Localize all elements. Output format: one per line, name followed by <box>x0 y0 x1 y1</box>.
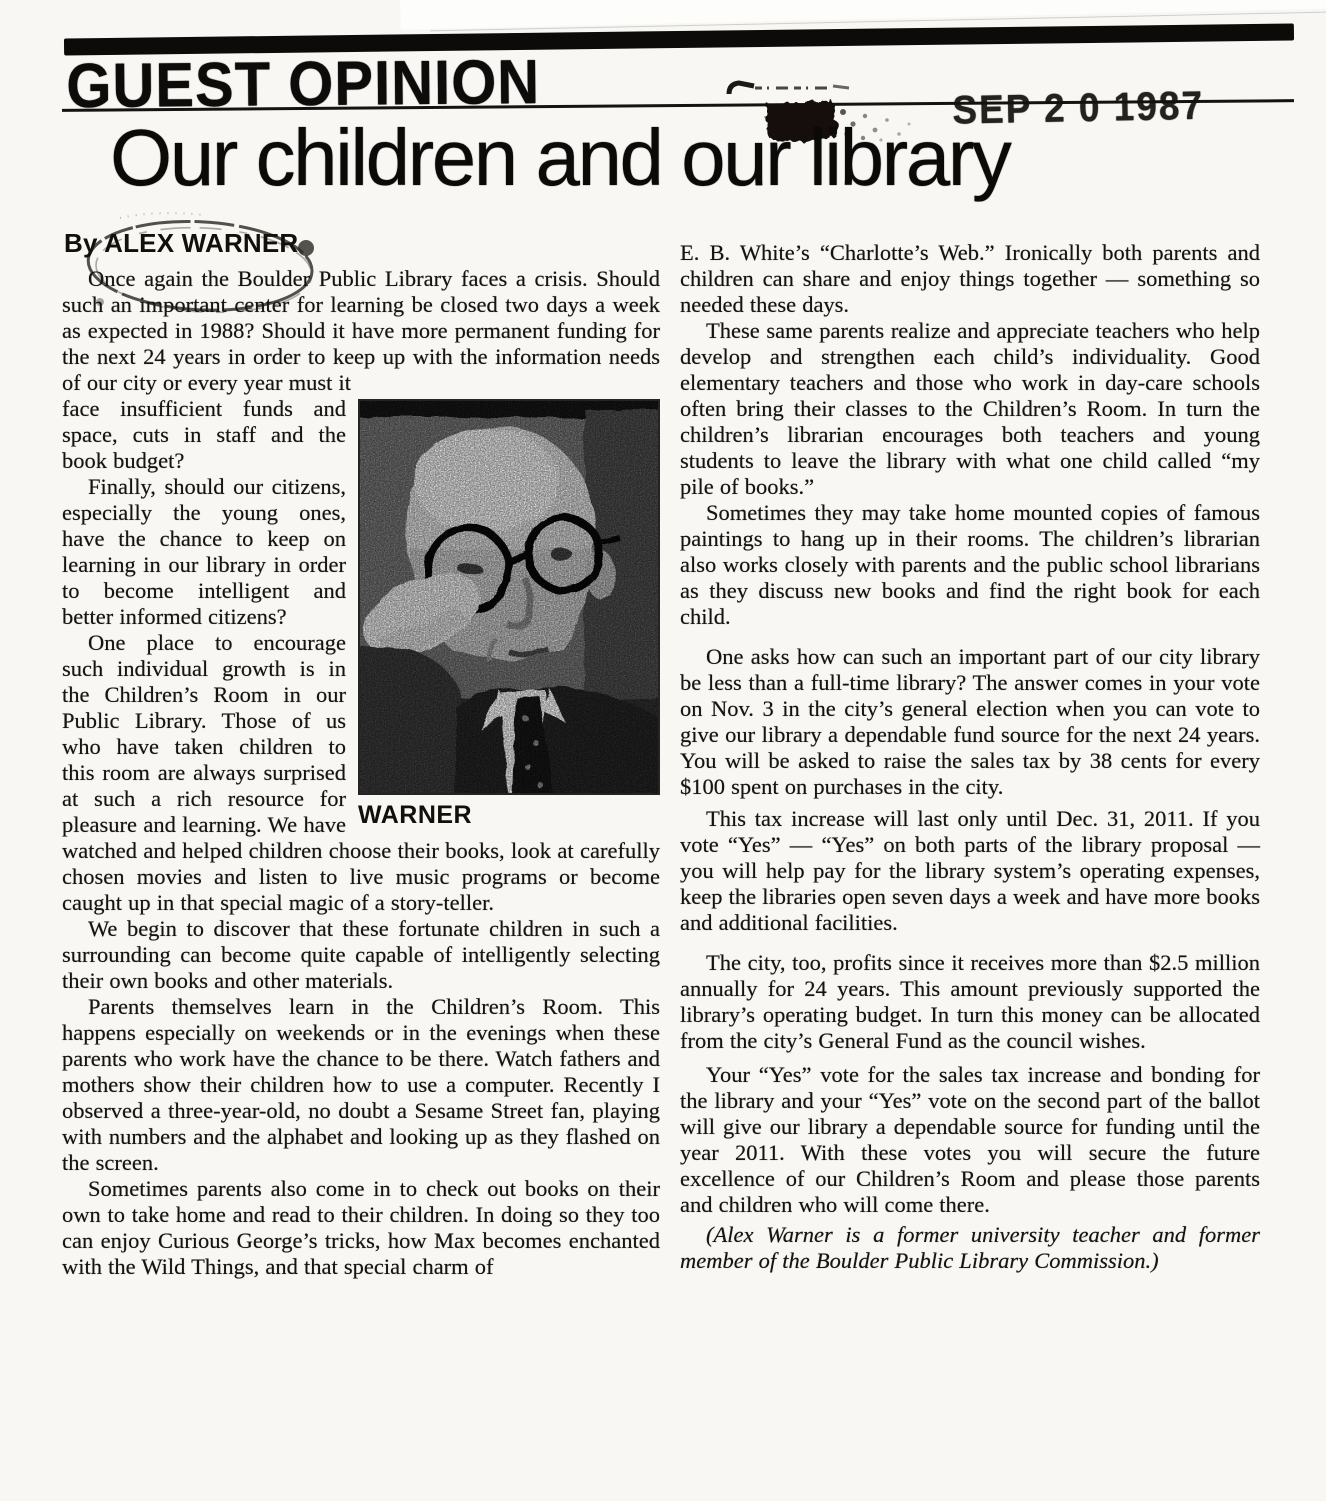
paragraph: We begin to discover that these fortunate children in such a surrounding can become quite capable of intelligently selecting their own books and other materials. <box>62 916 660 993</box>
paragraph: This tax increase will last only until Dec. 31, 2011. If you vote “Yes” — “Yes” on both parts of the library proposal — you will help pay for the library system’s operating expenses, keep the libraries open seven days a week and have more books and additional facilities. <box>680 806 1260 935</box>
kicker: GUEST OPINION <box>66 46 541 122</box>
right-column <box>680 240 1260 1280</box>
paragraph: Finally, should our citizens, especially the young ones, have the chance to keep on learning in our library in order to become intelligent and better informed citizens? <box>62 474 346 629</box>
portrait-image <box>358 399 660 795</box>
photo-caption: WARNER <box>358 801 473 829</box>
paragraph: Parents themselves learn in the Children’s Room. This happens especially on weekends or in the evenings when these parents who work have the chance to be there. Watch fathers and mothers show their children how to use a computer. Recently I observed a three-year-old, no doubt a Sesame Street fan, playing with numbers and the alphabet and looking up as they flashed on the screen. <box>62 994 660 1175</box>
article-body <box>62 226 1262 1280</box>
closing-note: (Alex Warner is a former university teacher and former member of the Boulder Public Library Commission.) <box>680 1222 1260 1273</box>
paragraph: face insufficient funds and space, cuts in staff and the book budget? <box>62 396 346 473</box>
paragraph: One place to encourage such individual growth is in the Children’s Room in our Public Library. Those of us who have taken children to this room are always surprised at such a rich resource for pleasure and learning. We have watched and helped children choose their books, look at carefully chosen movies and listen to live music programs or become caught up in that special magic of a story-teller. <box>62 630 660 915</box>
paragraph: Sometimes parents also come in to check out books on their own to take home and read to their children. In doing so they too can enjoy Curious George’s tricks, how Max becomes enchanted with the Wild Things, and that special charm of <box>62 1176 660 1279</box>
byline: By ALEX WARNER <box>64 228 299 258</box>
paragraph: Once again the Boulder Public Library faces a crisis. Should such an important center for learning be closed two days a week as expected in 1988? Should it have more permanent funding for the next 24 years in order to keep up with the information needs of our city or every year must it <box>62 266 660 395</box>
paragraph: One asks how can such an important part of our city library be less than a full-time library? The answer comes in your vote on Nov. 3 in the city’s general election when you can vote to give our library a dependable fund source for the next 24 years. You will be asked to raise the sales tax by 38 cents for every $100 spent on purchases in the city. <box>680 644 1260 799</box>
photo-warner <box>358 399 660 830</box>
headline: Our children and our library <box>110 113 1010 202</box>
left-column <box>62 226 660 1280</box>
paragraph: Your “Yes” vote for the sales tax increase and bonding for the library and your “Yes” vote on the second part of the ballot will give our library a dependable source for funding until the year 2011. With these votes you will secure the future excellence of our Children’s Room and please those parents and children who will come there. <box>680 1062 1260 1217</box>
paragraph: These same parents realize and appreciate teachers who help develop and strengthen each child’s individuality. Good elementary teachers and those who work in day-care schools often bring their classes to the Children’s Room. In turn the children’s librarian encourages both teachers and young students to leave the library with what one child called “my pile of books.” <box>680 318 1260 499</box>
date-stamp: SEP 2 0 1987 <box>952 83 1205 133</box>
paragraph: The city, too, profits since it receives more than $2.5 million annually for 24 years. This amount previously supported the library’s operating budget. In turn this money can be allocated from the city’s General Fund as the council wishes. <box>680 950 1260 1053</box>
paragraph: Sometimes they may take home mounted copies of famous paintings to hang up in their rooms. The children’s librarian also works closely with parents and the public school librarians as they discuss new books and find the right book for each child. <box>680 500 1260 629</box>
paragraph: E. B. White’s “Charlotte’s Web.” Ironically both parents and children can share and enjoy things together — something so needed these days. <box>680 240 1260 317</box>
